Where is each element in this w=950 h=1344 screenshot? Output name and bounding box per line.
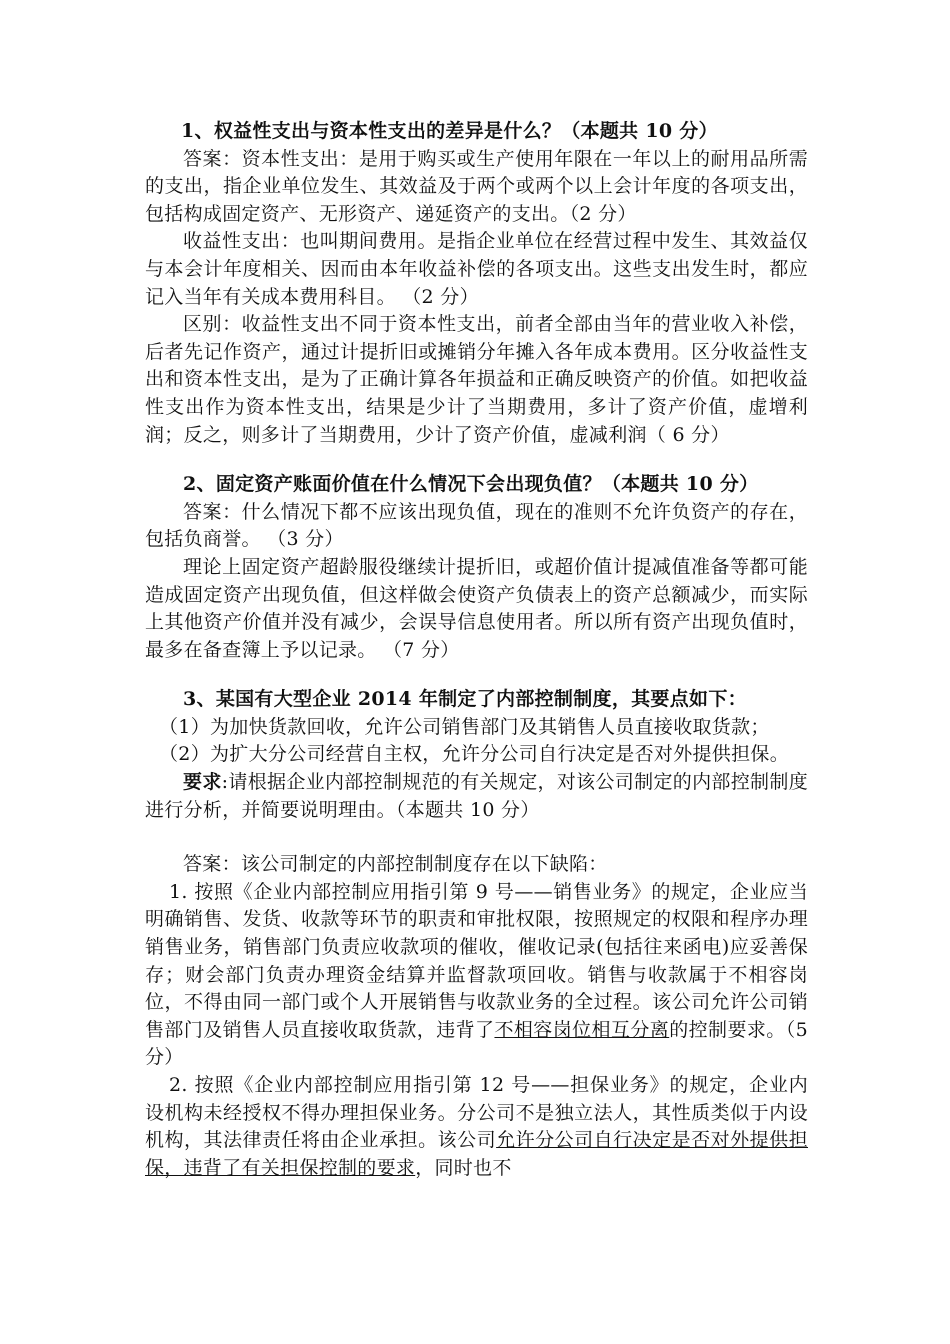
answer-2-text: 2. 按照《企业内部控制应用指引第 12 号——担保业务》的规定，企业内设机构未经授权不得办理担保业务。分公司不是独立法人，其性质类似于内设机构，其法律责任将由企业承担。该公司 xyxy=(145,1074,808,1152)
requirement-label: 要求 xyxy=(183,771,222,794)
answer-1-underlined: 不相容岗位相互分离 xyxy=(494,1018,670,1041)
q3-answer-1 xyxy=(145,879,808,1072)
q2-answer-1: 答案：什么情况下都不应该出现负值，现在的准则不允许负资产的存在，包括负商誉。 （3 分） xyxy=(145,500,808,551)
blank-line xyxy=(145,824,808,851)
q1-answer-difference: 区别：收益性支出不同于资本性支出，前者全部由当年的营业收入补偿，后者先记作资产，通过计提折旧或摊销分年摊入各年成本费用。区分收益性支出和资本性支出，是为了正确计算各年损益和正确反映资产的价值。如把收益性支出作为资本性支出，结果是少计了当期费用，多计了资产价值，虚增利润；反之，则多计了当期费用，少计了资产价值，虚减利润（ 6 分） xyxy=(145,313,808,446)
answer-2-underlined: 允许分公司自行决定是否对外提供担保，违背了有关担保控制的要求 xyxy=(145,1129,808,1179)
question-3-title: 3、某国有大型企业 2014 年制定了内部控制制度，其要点如下： xyxy=(183,688,747,711)
answer-2-tail: ，同时也不 xyxy=(415,1156,512,1179)
q3-point-2: （2）为扩大分公司经营自主权，允许分公司自行决定是否对外提供担保。 xyxy=(159,743,789,766)
q1-answer-capital: 答案：资本性支出：是用于购买或生产使用年限在一年以上的耐用品所需的支出，指企业单位发生、其效益及于两个或两个以上会计年度的各项支出，包括构成固定资产、无形资产、递延资产的支出。（2 分） xyxy=(145,147,808,225)
q3-answer-intro: 答案：该公司制定的内部控制制度存在以下缺陷： xyxy=(183,853,608,876)
q3-requirement xyxy=(145,769,808,824)
question-2-title: 2、固定资产账面价值在什么情况下会出现负值？（本题共 10 分） xyxy=(183,473,759,496)
q3-answer-2 xyxy=(145,1072,808,1182)
question-1-title: 1、权益性支出与资本性支出的差异是什么？（本题共 10 分） xyxy=(181,120,718,142)
answer-1-text: 1. 按照《企业内部控制应用指引第 9 号——销售业务》的规定，企业应当明确销售、发货、收款等环节的职责和审批权限，按照规定的权限和程序办理销售业务，销售部门负责应收款项的催收，催收记录(包括往来函电)应妥善保存；财会部门负责办理资金结算并监督款项回收。销售与收款属于不相容岗位，不得由同一部门或个人开展销售与收款业务的全过程。该公司允许公司销售部门及销售人员直接收取货款，违背了 xyxy=(145,880,808,1041)
requirement-text: :请根据企业内部控制规范的有关规定，对该公司制定的内部控制制度进行分析，并简要说明理由。（本题共 10 分） xyxy=(145,771,809,821)
q2-answer-2: 理论上固定资产超龄服役继续计提折旧，或超价值计提减值准备等都可能造成固定资产出现负值，但这样做会使资产负债表上的资产总额减少，而实际上其他资产价值并没有减少，会误导信息使用者。所以所有资产出现负值时，最多在备查簿上予以记录。 （7 分） xyxy=(145,555,808,661)
answer-1-score: 的控制要求。（5 分） xyxy=(145,1018,808,1069)
q1-answer-revenue: 收益性支出：也叫期间费用。是指企业单位在经营过程中发生、其效益仅与本会计年度相关、因而由本年收益补偿的各项支出。这些支出发生时，都应记入当年有关成本费用科目。 （2 分） xyxy=(145,230,808,308)
q3-point-1: （1）为加快货款回收，允许公司销售部门及其销售人员直接收取货款； xyxy=(159,715,770,738)
document-page xyxy=(145,118,808,1182)
